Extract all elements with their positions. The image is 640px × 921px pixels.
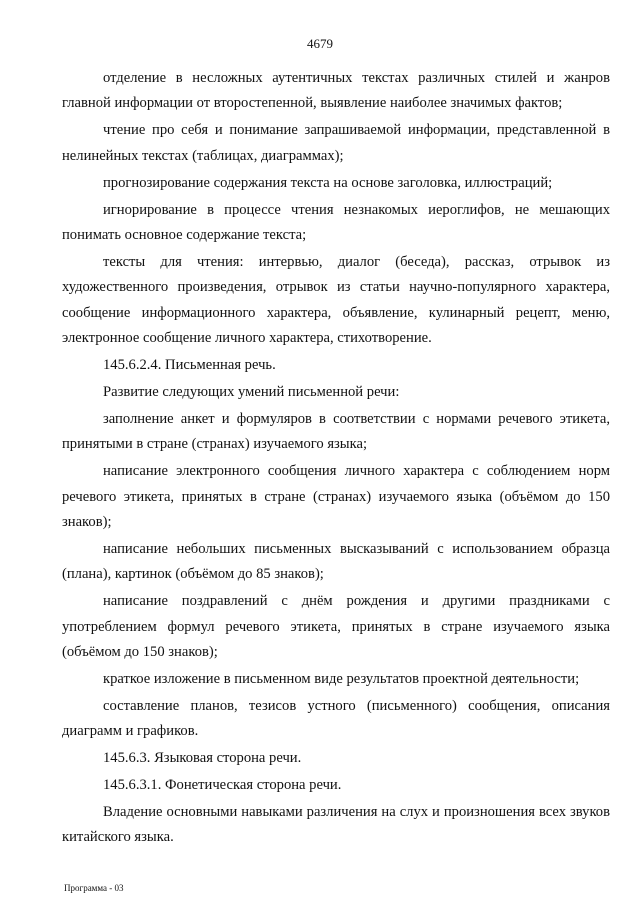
section-heading-written-speech: 145.6.2.4. Письменная речь. bbox=[103, 356, 276, 373]
section-heading-phonetic-side: 145.6.3.1. Фонетическая сторона речи. bbox=[103, 776, 342, 793]
paragraph-predicting-content: прогнозирование содержания текста на основе заголовка, иллюстраций; bbox=[103, 174, 553, 191]
paragraph-reading-main-info: отделение в несложных аутентичных текстах различных стилей и жанров главной информации от второстепенной, выявление наиболее значимых фактов; bbox=[62, 70, 610, 112]
paragraph-forms-filling: заполнение анкет и формуляров в соответствии с нормами речевого этикета, принятыми в стране (странах) изучаемого языка; bbox=[62, 410, 610, 453]
page-footer: Программа - 03 bbox=[64, 883, 124, 893]
paragraph-reading-requested-info: чтение про себя и понимание запрашиваемой информации, представленной в нелинейных текстах (таблицах, диаграммах); bbox=[62, 122, 610, 164]
paragraph-phonetic-skills: Владение основными навыками различения на слух и произношения всех звуков китайского языка. bbox=[62, 803, 610, 846]
paragraph-email-writing: написание электронного сообщения личного характера с соблюдением норм речевого этикета, принятых в стране (странах) изучаемого языка (объёмом до 150 знаков); bbox=[62, 463, 610, 530]
page-number: 4679 bbox=[307, 36, 333, 51]
paragraph-short-statements: написание небольших письменных высказываний с использованием образца (плана), картинок (объёмом до 85 знаков); bbox=[62, 540, 610, 583]
paragraph-writing-skills-intro: Развитие следующих умений письменной речи: bbox=[103, 383, 400, 400]
paragraph-project-summary: краткое изложение в письменном виде результатов проектной деятельности; bbox=[103, 670, 580, 687]
paragraph-reading-texts: тексты для чтения: интервью, диалог (беседа), рассказ, отрывок из художественного произведения, отрывок из статьи научно-популярного характера, сообщение информационного характера, объявление, кулинарный рецепт, меню, электронное сообщение личного характера, стихотворение. bbox=[62, 253, 610, 347]
document-body bbox=[62, 66, 610, 852]
paragraph-greetings-writing: написание поздравлений с днём рождения и другими праздниками с употреблением формул речевого этикета, принятых в стране изучаемого языка (объёмом до 150 знаков); bbox=[62, 593, 610, 660]
paragraph-ignoring-unknown-hieroglyphs: игнорирование в процессе чтения незнакомых иероглифов, не мешающих понимать основное содержание текста; bbox=[62, 201, 610, 243]
paragraph-plans-theses: составление планов, тезисов устного (письменного) сообщения, описания диаграмм и графиков. bbox=[62, 697, 610, 740]
section-heading-language-side: 145.6.3. Языковая сторона речи. bbox=[103, 750, 302, 767]
